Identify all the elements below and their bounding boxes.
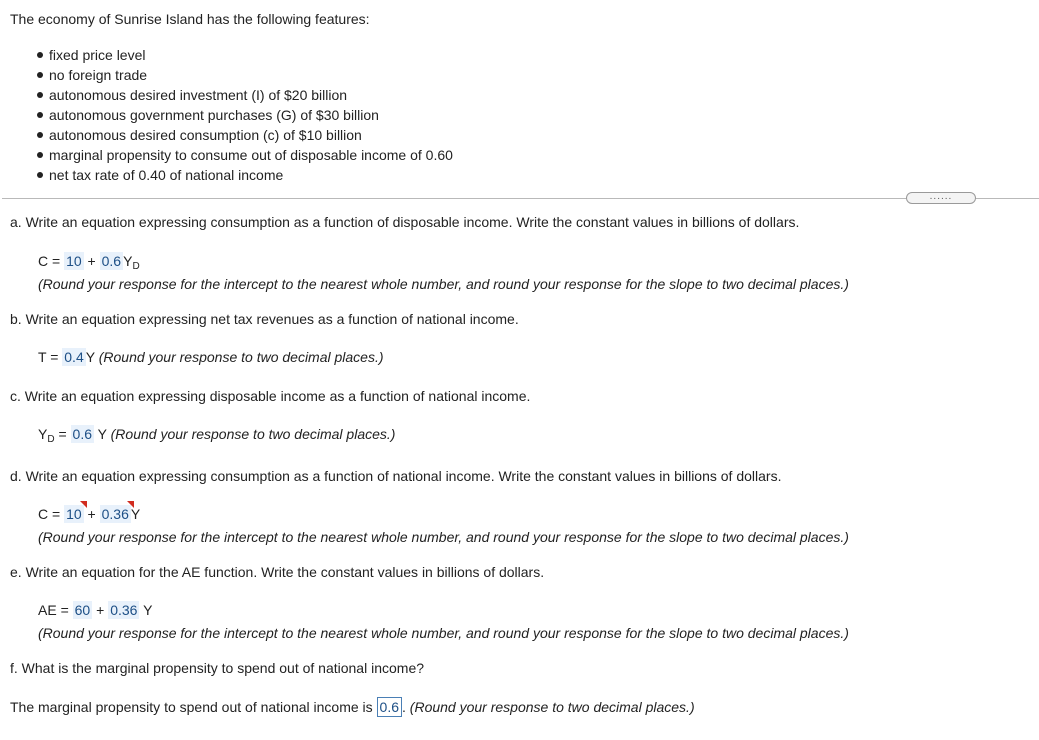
period: . [402, 699, 406, 715]
intercept-answer-field[interactable]: 10 [66, 506, 82, 522]
answer-lead-text: The marginal propensity to spend out of national income is [10, 699, 373, 715]
expand-button[interactable]: ...... [906, 192, 976, 204]
rounding-note-b: (Round your response to two decimal places.) [98, 349, 384, 365]
rounding-note-c: (Round your response to two decimal places.) [110, 426, 396, 442]
rounding-note-f: (Round your response to two decimal places.) [409, 699, 695, 715]
slope-answer-field[interactable]: 0.4 [64, 349, 84, 365]
rounding-note-d: (Round your response for the intercept to the nearest whole number, and round your response for the slope to two decimal places.) [38, 529, 849, 545]
mps-answer-field[interactable]: 0.6 [377, 697, 402, 717]
list-item: autonomous desired investment (I) of $20 billion [36, 85, 453, 105]
slope-answer-field[interactable]: 0.6 [72, 426, 93, 442]
question-e: e. Write an equation for the AE function. Write the constant values in billions of dollars. [10, 564, 545, 580]
intercept-answer-field[interactable]: 60 [74, 602, 91, 618]
equation-lhs: AE = [38, 602, 69, 618]
variable-label: Y [143, 602, 153, 618]
plus-sign: + [87, 253, 96, 269]
answer-line-f [10, 697, 695, 717]
section-divider [2, 198, 1039, 199]
plus-sign: + [87, 506, 96, 522]
list-item: marginal propensity to consume out of disposable income of 0.60 [36, 145, 453, 165]
intercept-answer-field[interactable]: 10 [66, 253, 82, 269]
variable-label: Y [97, 426, 107, 442]
list-item: fixed price level [36, 45, 453, 65]
variable-label: Y [130, 506, 141, 522]
slope-answer-field[interactable]: 0.6 [101, 253, 122, 269]
rounding-note-a: (Round your response for the intercept to the nearest whole number, and round your response for the slope to two decimal places.) [38, 276, 849, 292]
variable-label: Y [123, 253, 133, 269]
feature-list [36, 45, 453, 185]
answer-line-a [38, 252, 140, 270]
variable-subscript: D [47, 434, 55, 445]
equation-lhs: C = [38, 506, 61, 522]
question-b: b. Write an equation expressing net tax revenues as a function of national income. [10, 311, 519, 327]
list-item: no foreign trade [36, 65, 453, 85]
list-item: autonomous desired consumption (c) of $10 billion [36, 125, 453, 145]
question-a: a. Write an equation expressing consumption as a function of disposable income. Write the constant values in billions of dollars. [10, 214, 800, 230]
list-item: autonomous government purchases (G) of $30 billion [36, 105, 453, 125]
question-f: f. What is the marginal propensity to spend out of national income? [10, 660, 425, 676]
equation-lhs: T = [38, 349, 59, 365]
slope-answer-field[interactable]: 0.36 [110, 602, 138, 618]
question-d: d. Write an equation expressing consumption as a function of national income. Write the constant values in billions of dollars. [10, 468, 782, 484]
answer-line-e [38, 601, 152, 619]
question-c: c. Write an equation expressing disposable income as a function of national income. [10, 388, 531, 404]
equals-sign: = [58, 426, 67, 442]
equation-lhs: C = [38, 253, 61, 269]
variable-subscript: D [132, 261, 140, 272]
variable-label: Y [85, 349, 95, 365]
list-item: net tax rate of 0.40 of national income [36, 165, 453, 185]
slope-answer-field[interactable]: 0.36 [101, 506, 129, 522]
answer-line-c [38, 425, 395, 443]
rounding-note-e: (Round your response for the intercept to the nearest whole number, and round your response for the slope to two decimal places.) [38, 625, 849, 641]
variable-label: Y [38, 426, 48, 442]
answer-line-b [38, 348, 384, 366]
problem-intro: The economy of Sunrise Island has the following features: [10, 11, 370, 27]
answer-line-d [38, 505, 140, 523]
plus-sign: + [96, 602, 105, 618]
